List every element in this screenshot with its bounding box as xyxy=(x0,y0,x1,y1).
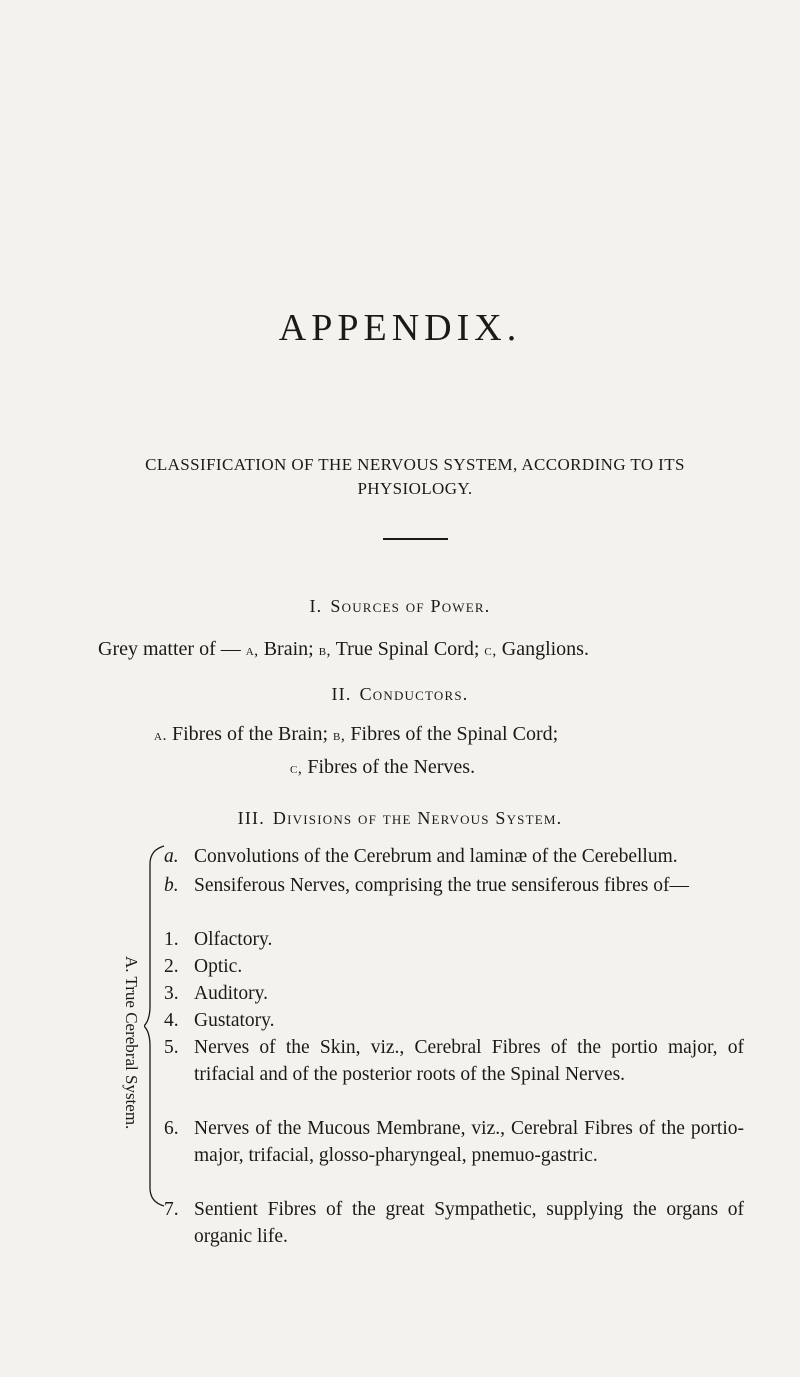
section-2-line-1 xyxy=(154,723,558,746)
list-item-label: 5. xyxy=(164,1037,179,1058)
list-item-text: Optic. xyxy=(194,956,243,977)
list-item-label: 6. xyxy=(164,1118,179,1139)
section-1-title: Sources of Power. xyxy=(330,596,491,616)
section-1-letter-a: a, xyxy=(245,642,259,659)
section-2-line-2 xyxy=(290,756,475,779)
list-item-text: Nerves of the Mucous Membrane, viz., Cerebral Fibres of the portio-major, trifacial, glosso-pharyngeal, pnemuo-gastric. xyxy=(194,1118,744,1166)
section-1-numeral: I. xyxy=(309,596,323,616)
list-item-text: Auditory. xyxy=(194,983,269,1004)
section-2-item-b: Fibres of the Spinal Cord; xyxy=(350,723,559,745)
section-1-letter-b: b, xyxy=(318,642,332,659)
list-item-label: a. xyxy=(164,846,179,867)
section-2-letter-c: c, xyxy=(290,760,303,777)
list-item-label: 4. xyxy=(164,1010,179,1031)
list-item-label: 2. xyxy=(164,956,179,977)
list-item-text: Sentient Fibres of the great Sympathetic, supplying the organs of organic life. xyxy=(194,1199,744,1247)
section-1-text xyxy=(98,638,589,661)
side-label: A. True Cerebral System. xyxy=(122,956,141,1130)
section-1-item-c: Ganglions. xyxy=(501,638,589,660)
list-item-label: b. xyxy=(164,875,179,896)
section-3-heading xyxy=(0,808,800,829)
page-title: APPENDIX. xyxy=(278,307,522,349)
section-2-letter-a: a. xyxy=(154,727,167,744)
list-item-label: 3. xyxy=(164,983,179,1004)
section-1-prefix: Grey matter of — xyxy=(98,638,241,660)
list-item-text: Sensiferous Nerves, comprising the true sensiferous fibres of— xyxy=(194,875,689,896)
divider-rule xyxy=(383,538,448,540)
list-item-text: Nerves of the Skin, viz., Cerebral Fibres of the portio major, of trifacial and of the posterior roots of the Spinal Nerves. xyxy=(194,1037,744,1085)
section-2-item-c: Fibres of the Nerves. xyxy=(307,756,476,778)
section-3-title: Divisions of the Nervous System. xyxy=(272,808,563,828)
section-2-title: Conductors. xyxy=(359,684,469,704)
section-1-item-a: Brain; xyxy=(263,638,314,660)
list-item-text: Olfactory. xyxy=(194,929,273,950)
list-item-text: Gustatory. xyxy=(194,1010,275,1031)
list-item-text: Convolutions of the Cerebrum and laminæ of the Cerebellum. xyxy=(194,846,678,867)
section-2-letter-b: b, xyxy=(333,727,346,744)
list-item-label: 7. xyxy=(164,1199,179,1220)
page-subtitle: CLASSIFICATION OF THE NERVOUS SYSTEM, ACCORDING TO ITS PHYSIOLOGY. xyxy=(145,455,685,498)
section-1-item-b: True Spinal Cord; xyxy=(335,638,480,660)
section-1-letter-c: c, xyxy=(484,642,497,659)
section-3-numeral: III. xyxy=(237,808,265,828)
list-item-label: 1. xyxy=(164,929,179,950)
section-2-numeral: II. xyxy=(331,684,352,704)
section-2-item-a: Fibres of the Brain; xyxy=(171,723,329,745)
section-1-heading xyxy=(0,596,800,617)
section-2-heading xyxy=(0,684,800,705)
